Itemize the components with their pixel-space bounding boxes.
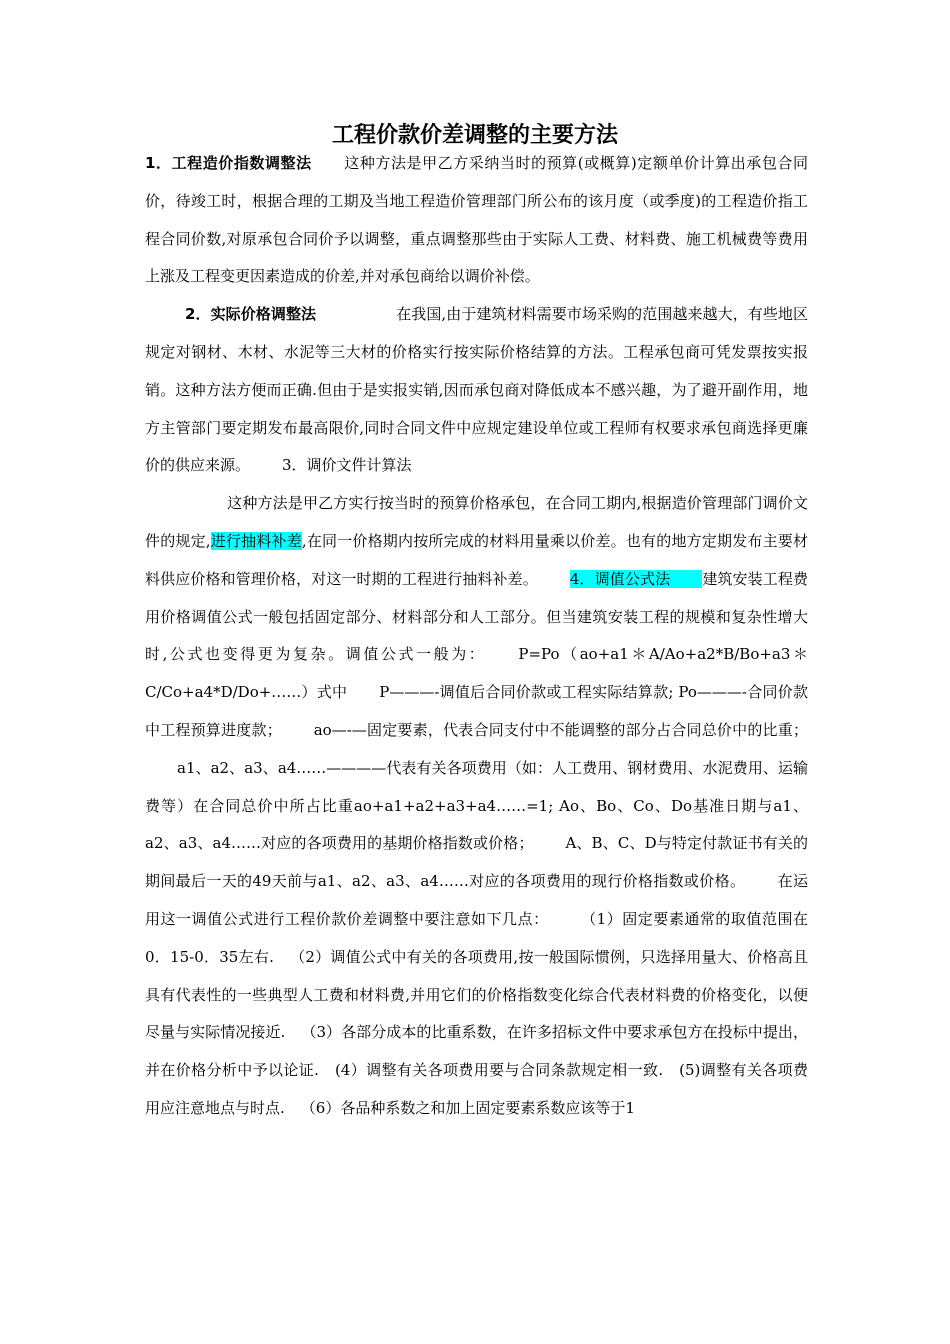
- section-2-heading: 2．实际价格调整法: [185, 305, 317, 324]
- section-1-heading: 1．工程造价指数调整法: [145, 154, 312, 172]
- section-4-note-3: （3）各部分成本的比重系数，在许多招标文件中要求承包方在投标中提出，并在价格分析中予以论证.: [145, 1023, 808, 1080]
- section-3-text-before: 这种方法是甲乙方实行按当时的预算价格承包，在合同工期内,根据造价管理部门调价文件的规定,: [145, 494, 808, 550]
- section-2-paragraph: [145, 296, 808, 485]
- section-4-note-4: (4）调整有关各项费用要与合同条款规定相一致.: [334, 1061, 664, 1080]
- section-4-def-a: a1、a2、a3、a4……————代表有关各项费用（如：人工费用、钢材费用、水泥费用、运输费等）在合同总价中所占比重ao+a1+a2+a3+a4……=1; Ao、Bo、Co、Do基准日期与a1、a2、a3、a4……对应的各项费用的基期价格指数或价格；: [145, 758, 808, 853]
- section-4-def-ao: ao—-—固定要素，代表合同支付中不能调整的部分占合同总价中的比重；: [313, 720, 808, 739]
- section-1-paragraph: [145, 145, 808, 296]
- section-4-text-a: 建筑安装工程费用价格调值公式一般包括固定部分、材料部分和人工部分。但当建筑安装工程的规模和复杂性增大时,公式也变得更为复杂。调值公式一般为：: [145, 569, 808, 664]
- section-1-text: 这种方法是甲乙方采纳当时的预算(或概算)定额单价计算出承包合同价，待竣工时，根据合理的工期及当地工程造价管理部门所公布的该月度（或季度)的工程造价指工程合同价数,对原承包合同价予以调整，重点调整那些由于实际人工费、材料费、施工机械费等费用上涨及工程变更因素造成的价差,并对承包商给以调价补偿。: [145, 154, 808, 286]
- section-4-notes-intro: 在运用这一调值公式进行工程价款价差调整中要注意如下几点：: [145, 872, 808, 928]
- section-3-paragraph: [145, 485, 808, 1128]
- section-4-note-5: (5)调整有关各项费用应注意地点与时点.: [145, 1061, 808, 1117]
- section-4-formula: P=Po（ao+a1＊A/Ao+a2*B/Bo+a3＊C/Co+a4*D/Do+……）式中: [145, 645, 808, 702]
- section-3-text-after: ,在同一价格期内按所完成的材料用量乘以价差。也有的地方定期发布主要材料供应价格和管理价格，对这一时期的工程进行抽料补差。: [145, 531, 808, 588]
- document-title: 工程价款价差调整的主要方法: [331, 123, 618, 148]
- document-body: [145, 145, 808, 1128]
- section-4-def-p: P———-调值后合同价款或工程实际结算款; Po———-合同价款中工程预算进度款；: [145, 683, 808, 739]
- section-4-note-1: （1）固定要素通常的取值范围在0．15-0．35左右.: [145, 909, 808, 966]
- section-3-heading: 3．调价文件计算法: [282, 456, 412, 475]
- section-2-text: 在我国,由于建筑材料需要市场采购的范围越来越大，有些地区规定对钢材、木材、水泥等三大材的价格实行按实际价格结算的方法。工程承包商可凭发票按实报销。这种方法方便而正确.但由于是实报实销,因而承包商对降低成本不感兴趣，为了避开副作用，地方主管部门要定期发布最高限价,同时合同文件中应规定建设单位或工程师有权要求承包商选择更廉价的供应来源。: [145, 305, 808, 475]
- section-4-note-2: （2）调值公式中有关的各项费用,按一般国际惯例，只选择用量大、价格高且具有代表性的一些典型人工费和材料费,并用它们的价格指数变化综合代表材料费的价格变化，以便尽量与实际情况接近.: [145, 947, 808, 1042]
- section-4-def-abcd: A、B、C、D与特定付款证书有关的期间最后一天的49天前与a1、a2、a3、a4……对应的各项费用的现行价格指数或价格。: [145, 834, 808, 891]
- section-4-note-6: （6）各品种系数之和加上固定要素系数应该等于1: [300, 1098, 635, 1117]
- section-3-highlight: 进行抽料补差: [210, 531, 302, 550]
- section-4-heading: 4．调值公式法: [570, 570, 702, 588]
